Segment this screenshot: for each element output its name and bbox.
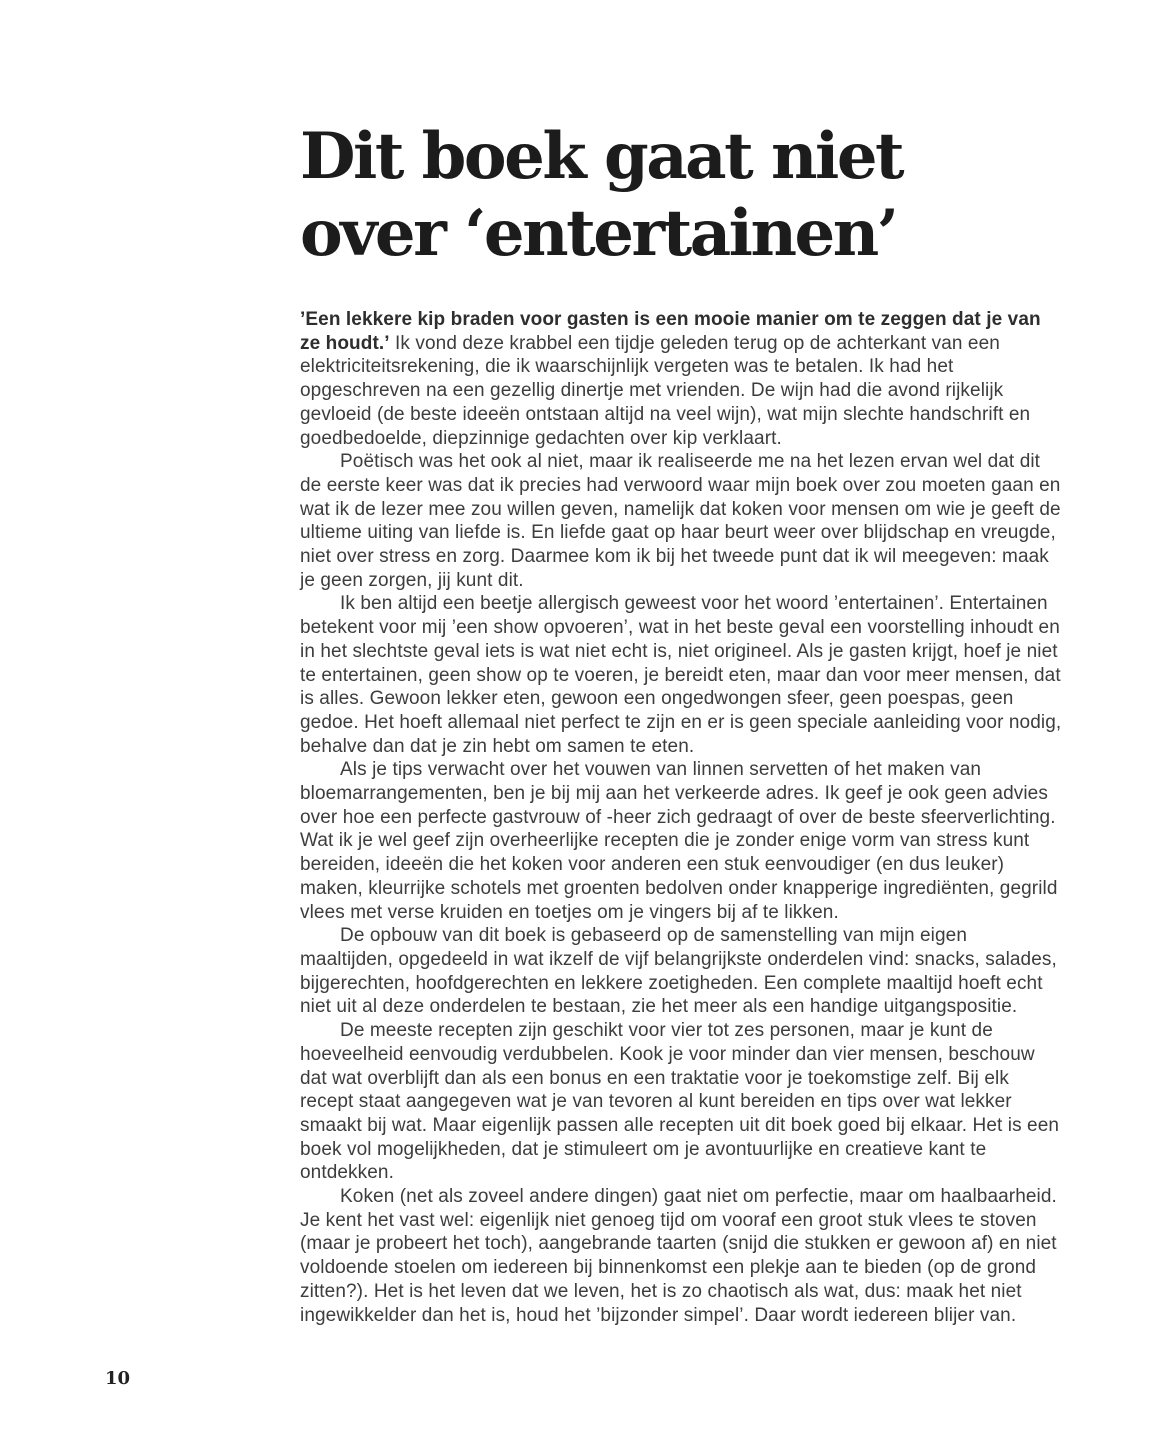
page-title-line: over ‘entertainen’ [300, 196, 897, 271]
paragraph: De opbouw van dit boek is gebaseerd op de samenstelling van mijn eigen maaltijden, opgedeeld in wat ikzelf de vijf belangrijkste onderdelen vind: snacks, salades, bijgerechten, hoofdgerechten en lekkere zoetigheden. Een complete maaltijd hoeft echt niet uit al deze onderdelen te bestaan, zie het meer als een handige uitgangspositie. [300, 925, 1057, 1018]
lead-sentence: ’Een lekkere kip braden voor gasten is een mooie manier om te zeggen dat je van ze houdt.’ [300, 309, 1041, 354]
paragraph: Poëtisch was het ook al niet, maar ik realiseerde me na het lezen ervan wel dat dit de eerste keer was dat ik precies had verwoord waar mijn boek over zou moeten gaan en wat ik de lezer mee zou willen geven, namelijk dat koken voor mensen om wie je geeft de ultieme uiting van liefde is. En liefde gaat op haar beurt weer over blijdschap en vreugde, niet over stress en zorg. Daarmee kom ik bij het tweede punt dat ik wil meegeven: maak je geen zorgen, jij kunt dit. [300, 451, 1061, 591]
body-text [300, 308, 1062, 1327]
paragraph: De meeste recepten zijn geschikt voor vier tot zes personen, maar je kunt de hoeveelheid eenvoudig verdubbelen. Kook je voor minder dan vier mensen, beschouw dat wat overblijft dan als een bonus en een traktatie voor je toekomstige zelf. Bij elk recept staat aangegeven wat je van tevoren al kunt bereiden en tips over wat lekker smaakt bij wat. Maar eigenlijk passen alle recepten uit dit boek goed bij elkaar. Het is een boek vol mogelijkheden, dat je stimuleert om je avontuurlijke en creatieve kant te ontdekken. [300, 1020, 1060, 1184]
text-column [300, 118, 1062, 1327]
paragraph: Ik ben altijd een beetje allergisch geweest voor het woord ’entertainen’. Entertainen betekent voor mij ’een show opvoeren’, wat in het beste geval een voorstelling inhoudt en in het slechtste geval iets is wat niet echt is, niet origineel. Als je gasten krijgt, hoef je niet te entertainen, geen show op te voeren, je bereidt eten, maar dan voor meer mensen, dat is alles. Gewoon lekker eten, gewoon een ongedwongen sfeer, geen poespas, geen gedoe. Het hoeft allemaal niet perfect te zijn en er is geen speciale aanleiding voor nodig, behalve dan dat je zin hebt om samen te eten. [300, 593, 1062, 757]
page-title-line: Dit boek gaat niet [300, 119, 903, 194]
paragraph: Als je tips verwacht over het vouwen van linnen servetten of het maken van bloemarrangementen, ben je bij mij aan het verkeerde adres. Ik geef je ook geen advies over hoe een perfecte gastvrouw of -heer zich gedraagt of over de beste sfeerverlichting. Wat ik je wel geef zijn overheerlijke recepten die je zonder enige vorm van stress kunt bereiden, ideeën die het koken voor anderen een stuk eenvoudiger (en dus leuker) maken, kleurrijke schotels met groenten bedolven onder knapperige ingrediënten, gegrild vlees met verse kruiden en toetjes om je vingers bij af te likken. [300, 759, 1058, 923]
page-number: 10 [105, 1368, 131, 1389]
paragraph: ’Een lekkere kip braden voor gasten is een mooie manier om te zeggen dat je van ze houdt.’ Ik vond deze krabbel een tijdje geleden terug op de achterkant van een elektriciteitsrekening, die ik waarschijnlijk vergeten was te betalen. Ik had het opgeschreven na een gezellig dinertje met vrienden. De wijn had die avond rijkelijk gevloeid (de beste ideeën ontstaan altijd na veel wijn), wat mijn slechte handschrift en goedbedoelde, diepzinnige gedachten over kip verklaart. [300, 309, 1041, 449]
page-title [300, 118, 1062, 272]
paragraph: Koken (net als zoveel andere dingen) gaat niet om perfectie, maar om haalbaarheid. Je kent het vast wel: eigenlijk niet genoeg tijd om vooraf een groot stuk vlees te stoven (maar je probeert het toch), aangebrande taarten (snijd die stukken er gewoon af) en niet voldoende stoelen om iedereen bij binnenkomst een plekje aan te bieden (op de grond zitten?). Het is het leven dat we leven, het is zo chaotisch als wat, dus: maak het niet ingewikkelder dan het is, houd het ’bijzonder simpel’. Daar wordt iedereen blijer van. [300, 1186, 1057, 1326]
